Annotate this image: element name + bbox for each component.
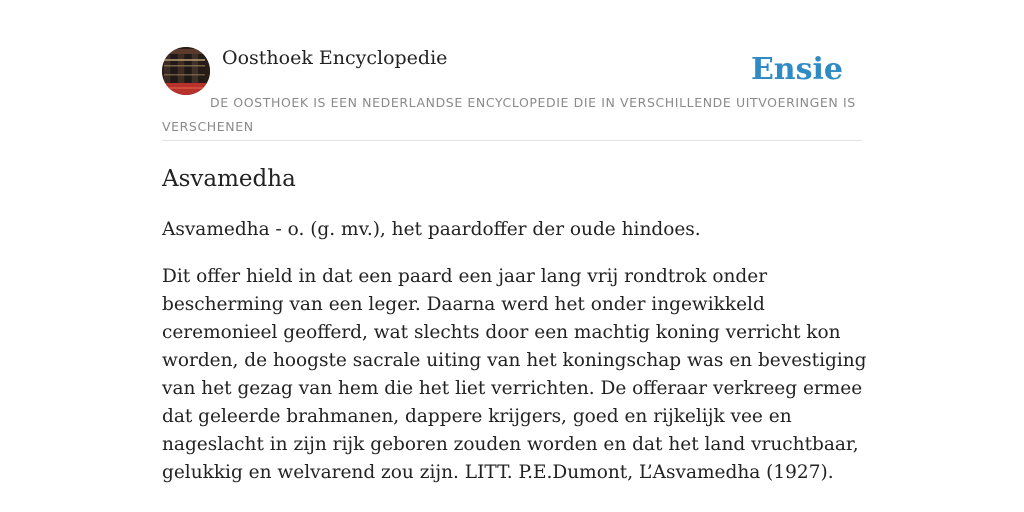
entry-body: Dit offer hield in dat een paard een jaar lang vrij rondtrok onder bescherming van een leger. Daarna werd het onder ingewikkeld ceremonieel geofferd, wat slechts door een machtig koning verricht kon worden, de hoogste sacrale uiting van het koningschap was en bevestiging van het gezag van hem die het liet verrichten. De offeraar verkreeg ermee dat geleerde brahmanen, dappere krijgers, goed en rijkelijk vee en nageslacht in zijn rijk geboren zouden worden en dat het land vruchtbaar, gelukkig en welvarend zou zijn. LITT. P.E.Dumont, L’Asvamedha (1927).	[162, 266, 867, 483]
source-tagline: DE OOSTHOEK IS EEN NEDERLANDSE ENCYCLOPEDIE DIE IN VERSCHILLENDE UITVOERINGEN IS VERSCHENEN	[162, 95, 856, 134]
source-title[interactable]: Oosthoek Encyclopedie	[222, 47, 448, 69]
entry-title: Asvamedha	[162, 166, 296, 192]
source-avatar[interactable]	[162, 47, 210, 95]
brand-logo[interactable]: Ensie	[750, 52, 843, 87]
book-spines-icon	[162, 47, 210, 95]
entry-definition: Asvamedha - o. (g. mv.), het paardoffer der oude hindoes.	[162, 219, 701, 240]
source-header	[162, 46, 862, 141]
